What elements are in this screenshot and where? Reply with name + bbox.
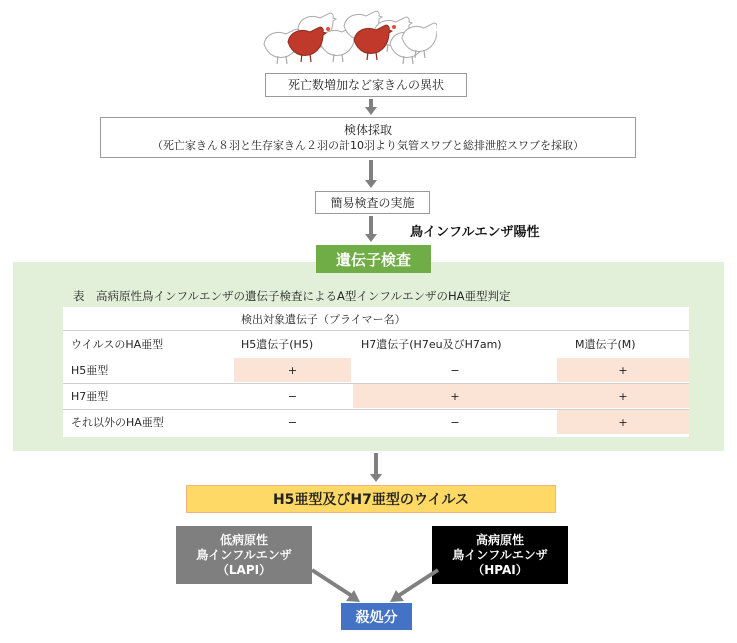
column-header-m: M遺伝子(M) — [575, 338, 636, 351]
group-header: 検出対象遺伝子（プライマー名） — [241, 313, 406, 326]
cell-other-m: + — [557, 410, 689, 434]
culling-box: 殺処分 — [341, 603, 412, 630]
row-label-other: それ以外のHA亜型 — [71, 416, 164, 429]
symptom-box — [265, 73, 467, 97]
row-label-h5: H5亜型 — [71, 364, 109, 377]
symptom-text: 死亡数増加など家きんの異状 — [287, 78, 444, 92]
sampling-detail: （死亡家きん８羽と生存家きん２羽の計10羽より気管スワブと総排泄腔スワブを採取） — [152, 138, 584, 152]
row-label-h7: H7亜型 — [71, 390, 109, 403]
arrow-down-2 — [365, 160, 377, 189]
hpai-box — [432, 526, 568, 584]
lpai-line2: 鳥インフルエンザ — [196, 547, 292, 562]
chicken-flock-icon — [262, 6, 437, 68]
lpai-line1: 低病原性 — [219, 532, 268, 547]
cell-h5-h5: + — [234, 358, 351, 382]
hpai-line2: 鳥インフルエンザ — [452, 547, 548, 562]
sampling-box — [100, 117, 636, 158]
gene-test-title: 遺伝子検査 — [316, 245, 431, 273]
hpai-line1: 高病原性 — [475, 532, 524, 547]
cell-other-h5: − — [287, 415, 298, 429]
ha-subtype-table — [63, 287, 689, 437]
lpai-box — [176, 526, 312, 584]
column-header-h5: H5遺伝子(H5) — [241, 338, 314, 351]
cell-h5-m: + — [557, 358, 689, 382]
quick-test-text: 簡易検査の実施 — [330, 195, 415, 210]
positive-label: 鳥インフルエンザ陽性 — [410, 225, 540, 240]
arrow-down-4 — [370, 453, 382, 483]
table-caption: 表 高病原性鳥インフルエンザの遺伝子検査によるA型インフルエンザのHA亜型判定 — [73, 289, 511, 303]
cell-h7-h5: − — [287, 389, 298, 403]
arrow-down-3 — [365, 216, 377, 243]
cell-other-h7: − — [450, 415, 460, 429]
table-body — [63, 307, 689, 437]
arrow-down-1 — [365, 99, 377, 115]
cell-h7-h7: + — [353, 384, 557, 408]
cell-h7-m: + — [557, 384, 689, 408]
row-header: ウイルスのHA亜型 — [71, 338, 164, 351]
lpai-line3: （LAPI） — [216, 562, 272, 577]
column-header-h7: H7遺伝子(H7eu及びH7am) — [361, 338, 502, 351]
sampling-title: 検体採取 — [343, 122, 392, 137]
hpai-line3: （HPAI） — [472, 562, 528, 577]
result-box: H5亜型及びH7亜型のウイルス — [186, 485, 556, 513]
quick-test-box — [315, 191, 430, 214]
cell-h5-h7: − — [450, 363, 460, 377]
